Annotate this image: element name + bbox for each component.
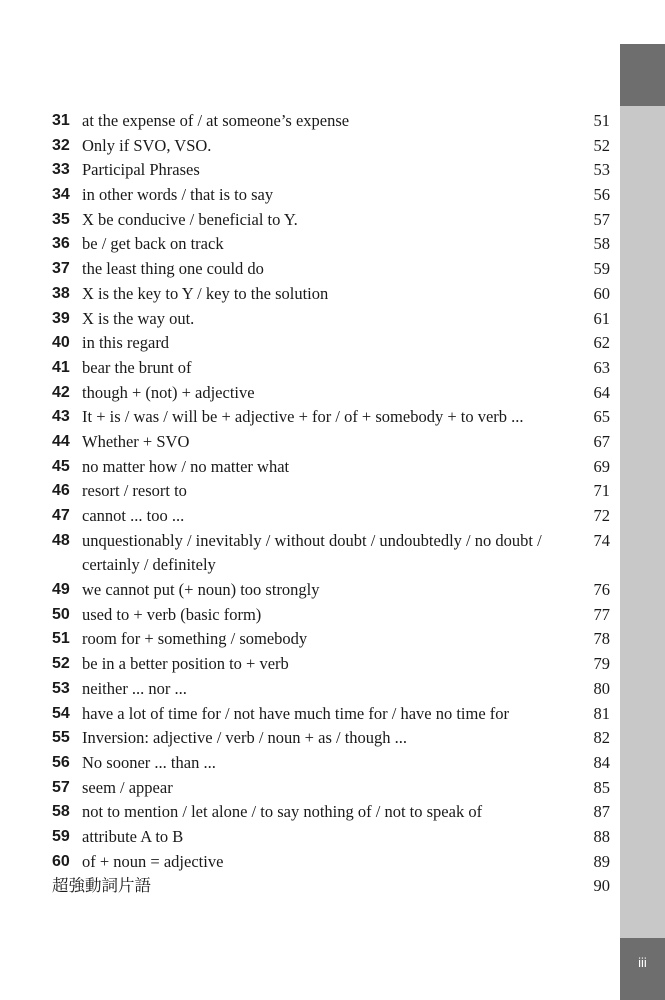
toc-entry-number: 59: [52, 827, 70, 845]
toc-entry-number: 33: [52, 161, 70, 179]
toc-entry-number: 51: [52, 630, 70, 648]
toc-entry-page: 78: [593, 629, 610, 649]
toc-entry: [52, 603, 612, 628]
toc-entry: [52, 134, 612, 159]
toc-entry-title: the least thing one could do: [82, 259, 264, 279]
toc-entry-title: Only if SVO, VSO.: [82, 135, 212, 155]
toc-entry-page: 60: [593, 283, 610, 303]
side-tab-top-block: [620, 44, 665, 106]
toc-entry-title: in other words / that is to say: [82, 185, 274, 205]
toc-entry: [52, 702, 612, 727]
toc-entry-number: 47: [52, 507, 70, 524]
toc-entry: [52, 257, 612, 282]
toc-entry-page: 76: [593, 580, 610, 600]
toc-entry-page: 80: [593, 678, 610, 698]
toc-entry-page: 84: [593, 752, 610, 772]
toc-entry-page: 74: [593, 530, 610, 550]
toc-entry: [52, 158, 612, 183]
toc-entry: [52, 232, 612, 257]
toc-entry-number: 45: [52, 457, 70, 475]
toc-entry-number: 37: [52, 260, 70, 278]
table-of-contents: [52, 109, 612, 899]
toc-entry-title: of + noun = adjective: [82, 851, 224, 871]
toc-entry-page: 77: [593, 604, 610, 624]
toc-entry-title: It + is / was / will be + adjective + for / of + somebody + to verb ...: [82, 407, 524, 427]
toc-entry-number: 58: [52, 803, 70, 821]
toc-entry-number: 52: [52, 655, 70, 673]
toc-entry-page: 89: [593, 851, 610, 871]
toc-entry-number: 50: [52, 605, 70, 623]
toc-entry-title: resort / resort to: [82, 481, 187, 501]
side-tab-bottom-block: [620, 938, 665, 1000]
toc-entry: [52, 430, 612, 455]
toc-entry: [52, 183, 612, 208]
toc-entry-page: 85: [593, 777, 610, 797]
toc-entry: [52, 381, 612, 406]
toc-entry-page: 59: [593, 259, 610, 279]
toc-entry-title: cannot ... too ...: [82, 506, 185, 525]
toc-entry: [52, 307, 612, 332]
toc-entry-title: X be conducive / beneficial to Y.: [82, 209, 298, 229]
toc-entry-number: 43: [52, 408, 70, 426]
toc-entry-number: 49: [52, 581, 70, 599]
toc-entry: [52, 825, 612, 850]
toc-entry-page: 71: [593, 481, 610, 501]
toc-entry-title: we cannot put (+ noun) too strongly: [82, 580, 320, 600]
toc-entry-number: 44: [52, 432, 70, 450]
toc-appendix-entry: [52, 874, 612, 899]
toc-entry-title: neither ... nor ...: [82, 678, 187, 698]
toc-entry: [52, 627, 612, 652]
toc-entry-number: 46: [52, 482, 70, 500]
toc-entry-number: 38: [52, 284, 70, 302]
toc-entry: [52, 405, 612, 430]
toc-entry-title: seem / appear: [82, 777, 173, 797]
toc-entry-page: 52: [593, 135, 610, 155]
toc-entry-number: 32: [52, 136, 70, 154]
toc-entry-page: 65: [593, 407, 610, 427]
toc-entry: [52, 109, 612, 134]
toc-entry-page: 82: [593, 728, 610, 748]
toc-entry-number: 39: [52, 309, 70, 327]
toc-entry-number: 57: [52, 778, 70, 796]
toc-entry-title-continued: certainly / definitely: [82, 555, 216, 575]
toc-entry-page: 79: [593, 654, 610, 674]
toc-entry: [52, 850, 612, 875]
toc-entry-title: Whether + SVO: [82, 431, 190, 451]
toc-entry: [52, 751, 612, 776]
toc-entry: [52, 800, 612, 825]
toc-entry-number: 34: [52, 186, 70, 204]
toc-entry-number: 35: [52, 210, 70, 228]
toc-entry-title: X is the way out.: [82, 308, 195, 328]
toc-entry-title: attribute A to B: [82, 826, 184, 846]
toc-entry: [52, 208, 612, 233]
toc-entry-number: 41: [52, 358, 70, 376]
toc-entry-page: 87: [593, 802, 610, 822]
toc-entry-page: 72: [593, 506, 610, 525]
toc-entry-page: 67: [593, 431, 610, 451]
toc-entry-title: not to mention / let alone / to say nothing of / not to speak of: [82, 802, 483, 822]
page-number: iii: [638, 955, 647, 970]
toc-entry-page: 62: [593, 333, 610, 353]
toc-entry-number: 40: [52, 334, 70, 352]
toc-entry-page: 53: [593, 160, 610, 180]
toc-entry-title: in this regard: [82, 333, 170, 353]
toc-entry: [52, 479, 612, 504]
toc-entry-title: no matter how / no matter what: [82, 456, 290, 476]
toc-entry-title: have a lot of time for / not have much time for / have no time for: [82, 703, 510, 723]
toc-entry: [52, 282, 612, 307]
toc-entry-page: 57: [593, 209, 610, 229]
toc-entry: [52, 529, 612, 578]
toc-entry: [52, 504, 612, 529]
toc-entry: [52, 652, 612, 677]
toc-entry-number: 48: [52, 531, 70, 549]
toc-entry-page: 56: [593, 185, 610, 205]
toc-entry-title: be in a better position to + verb: [82, 654, 289, 674]
toc-entry: [52, 331, 612, 356]
toc-appendix-page: 90: [593, 876, 610, 896]
toc-entry-page: 58: [593, 234, 610, 254]
toc-entry-title: at the expense of / at someone’s expense: [82, 111, 350, 130]
toc-entry-page: 61: [593, 308, 610, 328]
toc-entry-number: 42: [52, 383, 70, 401]
toc-entry-number: 54: [52, 704, 70, 722]
toc-entry-title: though + (not) + adjective: [82, 382, 255, 402]
toc-entry-title: Inversion: adjective / verb / noun + as / though ...: [82, 728, 408, 748]
toc-entry: [52, 578, 612, 603]
toc-entry-page: 81: [593, 703, 610, 723]
toc-entry-title: unquestionably / inevitably / without doubt / undoubtedly / no doubt /: [82, 530, 542, 550]
toc-entry-number: 56: [52, 753, 70, 771]
toc-entry-page: 51: [593, 111, 610, 130]
toc-entry-title: Participal Phrases: [82, 160, 200, 180]
toc-entry-title: be / get back on track: [82, 234, 224, 254]
toc-entry-page: 88: [593, 826, 610, 846]
side-tab-bar: [620, 44, 665, 1000]
toc-entry-page: 63: [593, 357, 610, 377]
toc-entry-page: 69: [593, 456, 610, 476]
toc-entry-page: 64: [593, 382, 610, 402]
toc-entry: [52, 726, 612, 751]
toc-appendix-title: 超強動詞片語: [52, 876, 151, 896]
toc-entry: [52, 677, 612, 702]
toc-entry-number: 36: [52, 235, 70, 253]
toc-entry: [52, 356, 612, 381]
toc-entry-title: X is the key to Y / key to the solution: [82, 283, 329, 303]
toc-entry: [52, 455, 612, 480]
toc-entry-title: No sooner ... than ...: [82, 752, 216, 772]
toc-entry-number: 55: [52, 729, 70, 747]
toc-entry-title: room for + something / somebody: [82, 629, 308, 649]
toc-entry-title: bear the brunt of: [82, 357, 192, 377]
toc-entry-number: 31: [52, 112, 70, 129]
toc-entry-number: 53: [52, 679, 70, 697]
toc-entry-number: 60: [52, 852, 70, 870]
toc-entry: [52, 776, 612, 801]
toc-entry-title: used to + verb (basic form): [82, 604, 262, 624]
